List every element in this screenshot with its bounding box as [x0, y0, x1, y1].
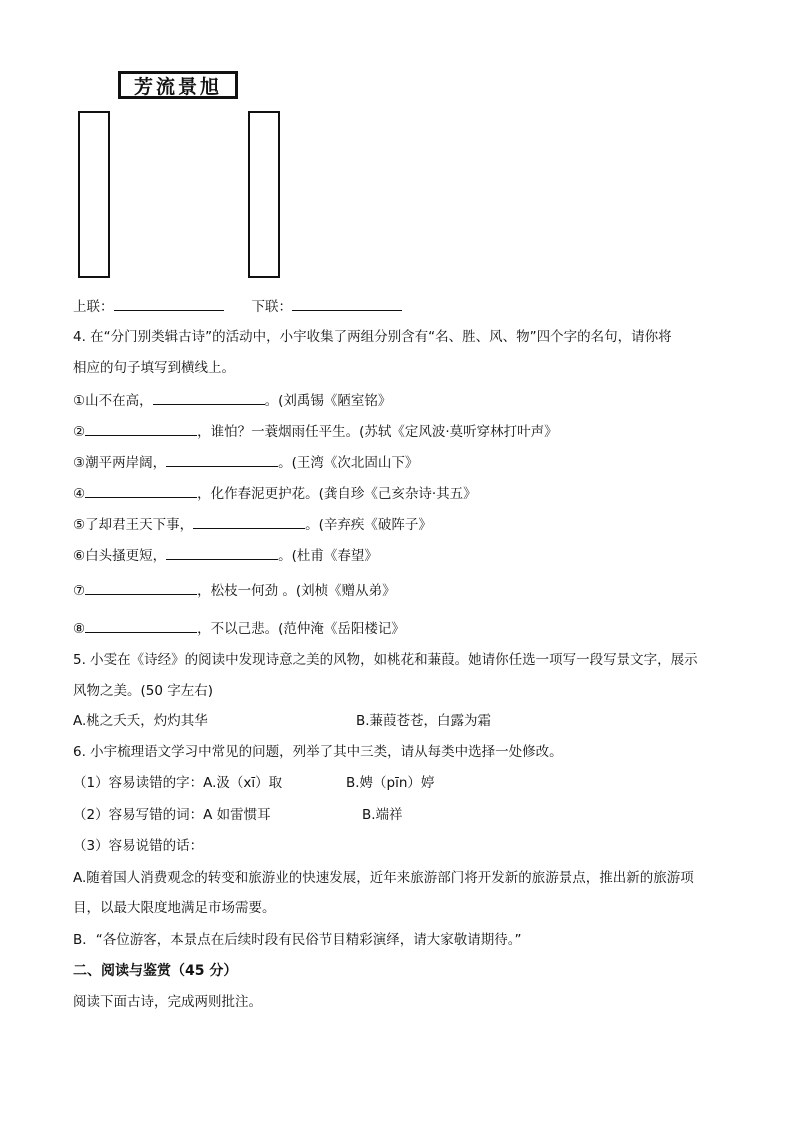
q6-sub1-b: B.娉（pīn）婷	[346, 775, 435, 791]
q6-sub2-b: B.端祥	[362, 807, 403, 823]
q6-option-b: B．“各位游客，本景点在后续时段有民俗节目精彩演绎，请大家敬请期待。”	[73, 932, 522, 948]
q4-item: ② ，谁怕？一蓑烟雨任平生。(苏轼《定风波·莫听穿林打叶声》	[73, 421, 558, 442]
q4-item: ⑤了却君王天下事， 。(辛弃疾《破阵子》	[73, 514, 432, 535]
q6-prompt: 6. 小宇梳理语文学习中常见的问题，列举了其中三类，请从每类中选择一处修改。	[73, 744, 563, 760]
q4-item: ③潮平两岸阔， 。(王湾《次北固山下》	[73, 452, 418, 473]
archway-plaque: 芳流景旭	[118, 71, 238, 99]
q4-item: ⑧ ，不以己悲。(范仲淹《岳阳楼记》	[73, 618, 405, 639]
lower-couplet-label: 下联：	[251, 299, 292, 315]
section-title: 二、阅读与鉴赏（45 分）	[73, 963, 238, 979]
upper-couplet-label: 上联：	[73, 299, 114, 315]
q4-item: ①山不在高， 。(刘禹锡《陋室铭》	[73, 390, 391, 411]
q5-prompt-line2: 风物之美。(50 字左右)	[73, 683, 214, 699]
q5-prompt-line1: 5. 小雯在《诗经》的阅读中发现诗意之美的风物，如桃花和蒹葭。她请你任选一项写一段写景文字，展示	[73, 652, 698, 668]
q4-prompt-line2: 相应的句子填写到横线上。	[73, 360, 235, 376]
q6-sub3: （3）容易说错的话：	[73, 838, 204, 854]
lower-couplet-blank[interactable]	[292, 296, 402, 311]
answer-blank[interactable]	[85, 421, 197, 436]
q4-item: ⑥白头搔更短， 。(杜甫《春望》	[73, 545, 378, 566]
answer-blank[interactable]	[166, 545, 278, 560]
memorial-archway-figure	[76, 68, 291, 283]
left-couplet-pillar	[78, 111, 110, 278]
right-couplet-pillar	[248, 111, 280, 278]
q6-sub1-a: （1）容易读错的字：A.汲（xī）取	[73, 775, 283, 791]
q6-sub2-a: （2）容易写错的词：A 如雷惯耳	[73, 807, 271, 823]
answer-blank[interactable]	[193, 514, 305, 529]
answer-blank[interactable]	[85, 580, 197, 595]
q4-item: ④ ，化作春泥更护花。(龚自珍《己亥杂诗·其五》	[73, 483, 477, 504]
q5-option-b: B.蒹葭苍苍，白露为霜	[356, 713, 492, 729]
upper-couplet-blank[interactable]	[114, 296, 224, 311]
answer-blank[interactable]	[166, 452, 278, 467]
section-intro: 阅读下面古诗，完成两则批注。	[73, 994, 262, 1010]
answer-blank[interactable]	[85, 618, 197, 633]
q5-option-a: A.桃之夭夭，灼灼其华	[73, 713, 208, 729]
q6-option-a-line1: A.随着国人消费观念的转变和旅游业的快速发展，近年来旅游部门将开发新的旅游景点，推出新的旅游项	[73, 870, 694, 886]
q4-prompt-line1: 4. 在“分门别类辑古诗”的活动中，小宇收集了两组分别含有“名、胜、风、物”四个字的名句，请你将	[73, 329, 672, 345]
q6-option-a-line2: 目，以最大限度地满足市场需要。	[73, 900, 276, 916]
q4-item: ⑦ ，松枝一何劲 。(刘桢《赠从弟》	[73, 580, 396, 601]
couplet-answer-line	[73, 296, 402, 317]
answer-blank[interactable]	[153, 390, 265, 405]
answer-blank[interactable]	[85, 483, 197, 498]
